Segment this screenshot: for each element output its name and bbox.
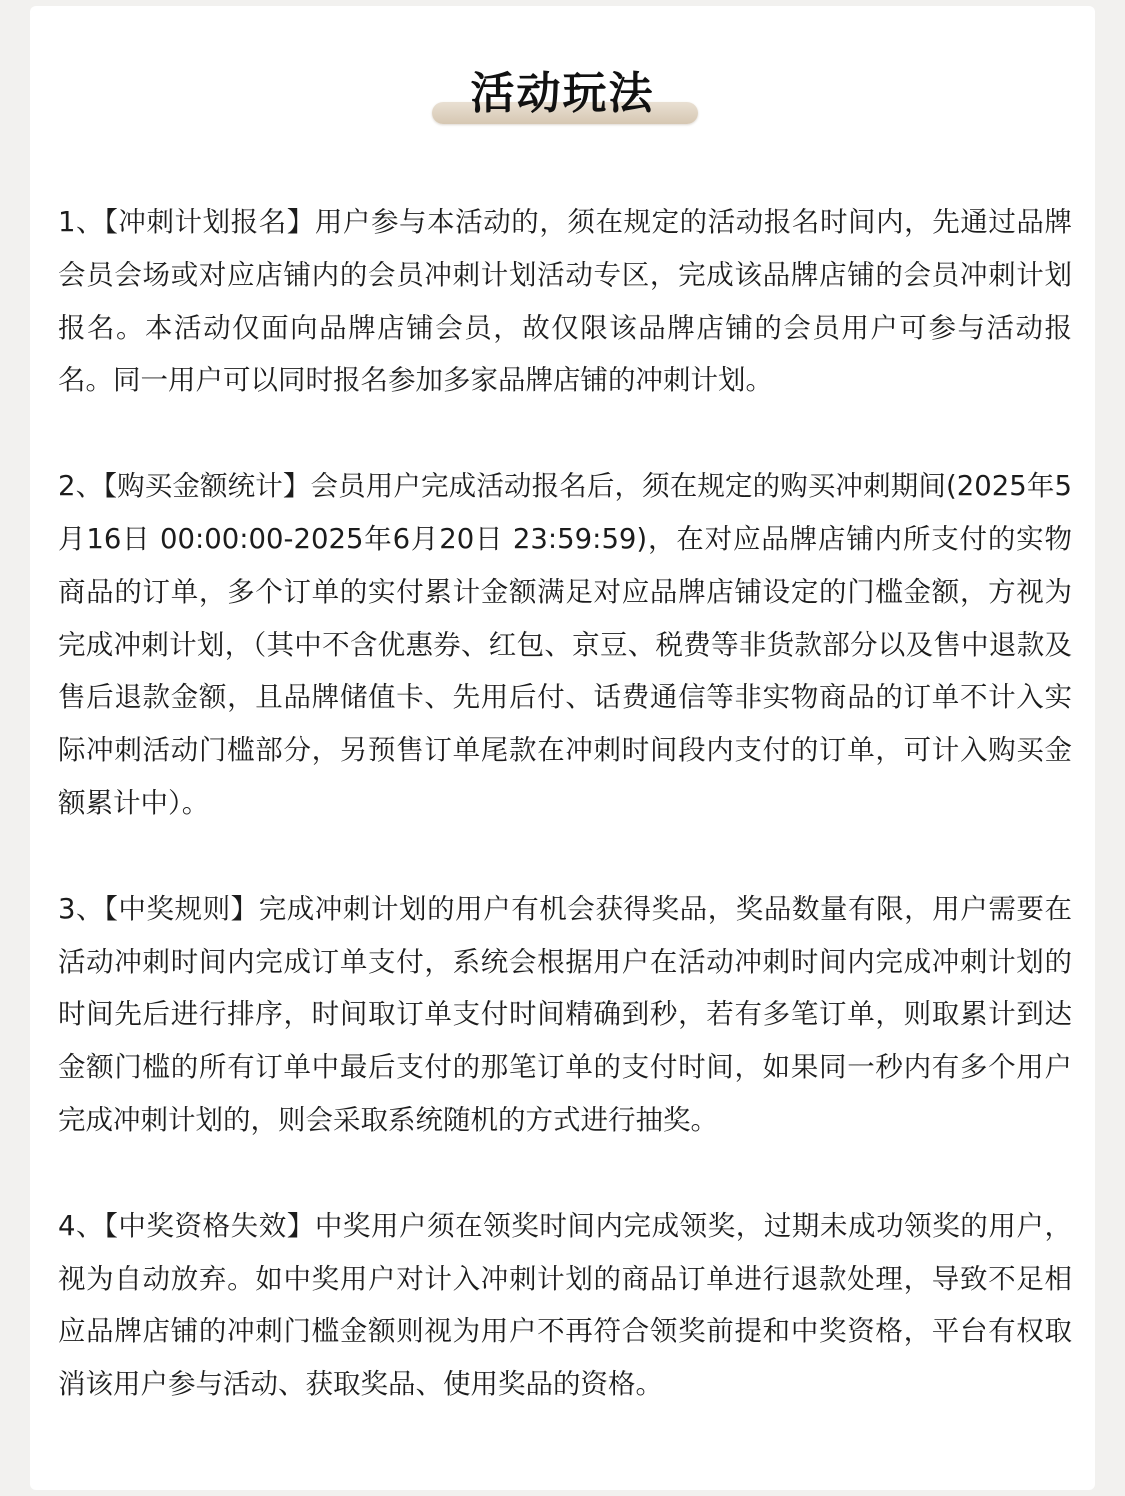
page-title: 活动玩法 xyxy=(470,68,655,119)
rule-item-4: 4、【中奖资格失效】中奖用户须在领奖时间内完成领奖，过期未成功领奖的用户，视为自动放弃。如中奖用户对计入冲刺计划的商品订单进行退款处理，导致不足相应品牌店铺的冲刺门槛金额则视为用户不再符合领奖前提和中奖资格，平台有权取消该用户参与活动、获取奖品、使用奖品的资格。 xyxy=(58,1209,1072,1401)
rules-card xyxy=(30,6,1095,1490)
rules-list xyxy=(58,196,1072,1464)
rule-item-1: 1、【冲刺计划报名】用户参与本活动的，须在规定的活动报名时间内，先通过品牌会员会场或对应店铺内的会员冲刺计划活动专区，完成该品牌店铺的会员冲刺计划报名。本活动仅面向品牌店铺会员，故仅限该品牌店铺的会员用户可参与活动报名。同一用户可以同时报名参加多家品牌店铺的冲刺计划。 xyxy=(58,206,1072,397)
rule-item-3: 3、【中奖规则】完成冲刺计划的用户有机会获得奖品，奖品数量有限，用户需要在活动冲刺时间内完成订单支付，系统会根据用户在活动冲刺时间内完成冲刺计划的时间先后进行排序，时间取订单支付时间精确到秒，若有多笔订单，则取累计到达金额门槛的所有订单中最后支付的那笔订单的支付时间，如果同一秒内有多个用户完成冲刺计划的，则会采取系统随机的方式进行抽奖。 xyxy=(58,892,1072,1136)
rule-item-2: 2、【购买金额统计】会员用户完成活动报名后，须在规定的购买冲刺期间(2025年5月16日 00:00:00-2025年6月20日 23:59:59)，在对应品牌店铺内所支付的实物商品的订单，多个订单的实付累计金额满足对应品牌店铺设定的门槛金额，方视为完成冲刺计划，（其中不含优惠券、红包、京豆、税费等非货款部分以及售中退款及售后退款金额，且品牌储值卡、先用后付、话费通信等非实物商品的订单不计入实际冲刺活动门槛部分，另预售订单尾款在冲刺时间段内支付的订单，可计入购买金额累计中）。 xyxy=(58,470,1072,819)
title-section xyxy=(30,62,1095,132)
